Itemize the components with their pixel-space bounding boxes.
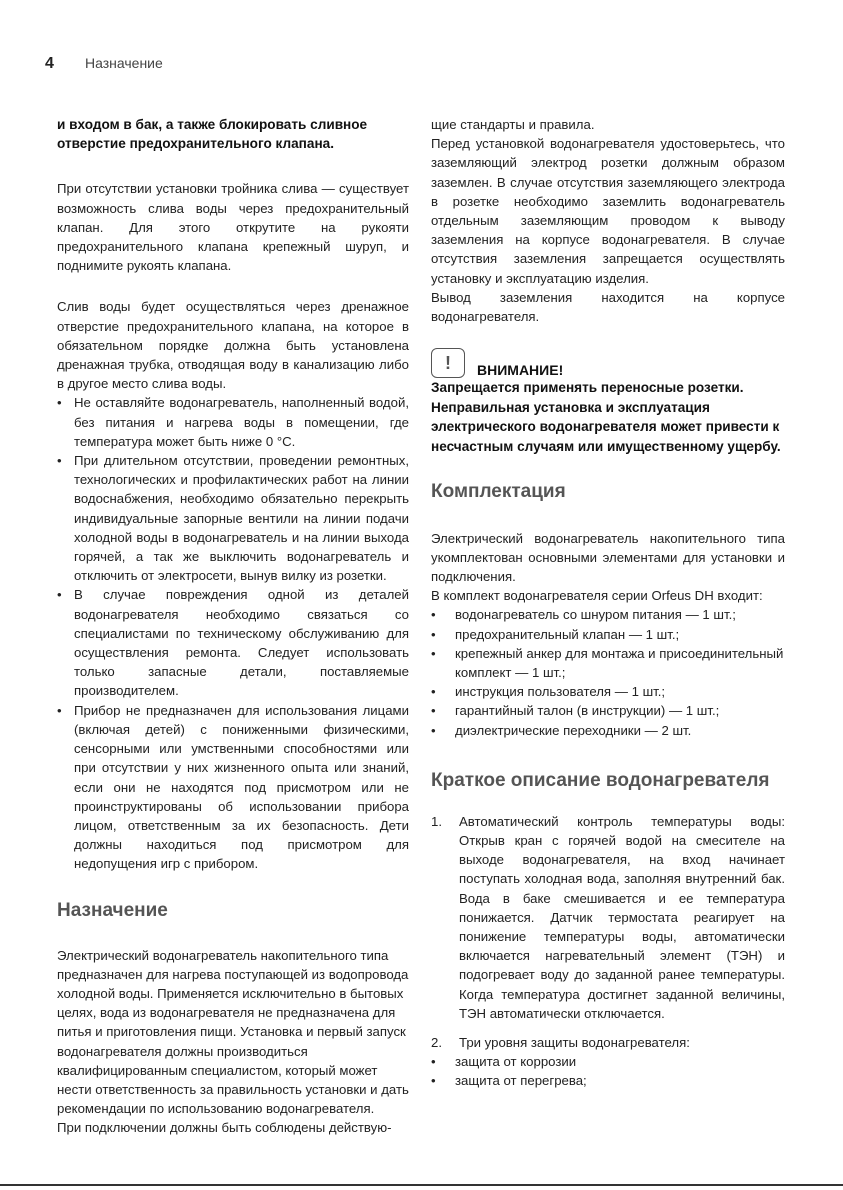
paragraph: При отсутствии установки тройника слива — существует возможность слива воды через предохранительный клапан. Для этого открутите на рукояти предохранительного клапана крепежный шуруп, и поднимите рукоять клапана.: [57, 181, 409, 274]
list-item: • Не оставляйте водонагреватель, наполненный водой, без питания и нагрева воды в помещении, где температура может быть ниже 0 °С.: [57, 395, 409, 449]
list-item: • В случае повреждения одной из деталей водонагревателя необходимо связаться со специалистами по техническому обслуживанию для осуществления ремонта. Следует использовать только запасные детали, поставляемые производителем.: [57, 587, 409, 699]
list-item: • предохранительный клапан — 1 шт.;: [431, 626, 680, 642]
paragraph: Вывод заземления находится на корпусе водонагревателя.: [431, 289, 785, 325]
warning-title: ВНИМАНИЕ!: [477, 362, 564, 379]
list-item: • крепежный анкер для монтажа и присоединительный комплект — 1 шт.;: [431, 645, 784, 681]
paragraph: В комплект водонагревателя серии Orfeus DH входит:: [431, 588, 763, 604]
list-item: 2. Три уровня защиты водонагревателя:: [431, 1035, 690, 1051]
description-list: [431, 812, 785, 1052]
list-item: • При длительном отсутствии, проведении ремонтных, технологических и профилактических работ на линии водоснабжения, необходимо обязательно перекрыть индивидуальные запорные вентили на линии подачи холодной воды в водонагреватель и на линии выхода горячей, а так же выключить водонагреватель и отключить от электросети, вынув вилку из розетки.: [57, 453, 409, 584]
paragraph: Слив воды будет осуществляться через дренажное отверстие предохранительного клапана, на которое в обязательном порядке должна быть установлена дренажная трубка, отводящая воду в канализацию либо в другое место слива воды.: [57, 299, 409, 392]
paragraph: Перед установкой водонагревателя удостоверьтесь, что заземляющий электрод розетки должным образом заземлен. В случае отсутствия заземляющего электрода в розетке необходимо заземлить водонагреватель отдельным заземляющим проводом к выводу заземления на корпусе водонагревателя. В случае отсутствия заземления запрещается осуществлять установку и эксплуатацию изделия.: [431, 136, 785, 286]
warning-text: Запрещается применять переносные розетки. Неправильная установка и эксплуатация электрического водонагревателя может привести к несчастным случаям или имущественному ущербу.: [431, 380, 781, 455]
list-item: 1. Автоматический контроль температуры воды: Открыв кран с горячей водой на смесителе на выходе водонагревателя, на вход начинает поступать холодная вода, заполняя внутренний бак. Вода в баке смешивается и ее температура понижается. Датчик термостата реагирует на понижение температуры воды, автоматически включается нагревательный элемент (ТЭН) и подогревает воду до заданной ранее температуры. Когда температура достигнет заданной величины, ТЭН автоматически отключается.: [431, 813, 785, 1021]
paragraph: щие стандарты и правила.: [431, 117, 595, 132]
page-header: [45, 55, 163, 75]
section-heading-kit: Комплектация: [431, 480, 566, 502]
list-item: • инструкция пользователя — 1 шт.;: [431, 684, 666, 700]
protection-list: [431, 1052, 785, 1090]
intro-bold-text: и входом в бак, а также блокировать сливное отверстие предохранительного клапана.: [57, 117, 368, 152]
list-item: • диэлектрические переходники — 2 шт.: [431, 722, 692, 738]
kit-list: [431, 605, 785, 739]
section-heading-description: Краткое описание водонагревателя: [431, 769, 770, 791]
section-heading-purpose: Назначение: [57, 899, 168, 921]
warning-block: [431, 348, 785, 378]
safety-list: [57, 393, 409, 873]
list-item: • защита от перегрева;: [431, 1073, 587, 1089]
paragraph: Электрический водонагреватель накопительного типа укомплектован основными элементами для установки и подключения.: [431, 530, 785, 585]
bottom-rule: [0, 1184, 843, 1186]
warning-icon: !: [431, 348, 465, 378]
list-item: • водонагреватель со шнуром питания — 1 шт.;: [431, 607, 736, 623]
list-item: • Прибор не предназначен для использования лицами (включая детей) с пониженными физическими, сенсорными или умственными способностями или при отсутствии у них жизненного опыта или знаний, если они не находятся под присмотром или не проинструктированы об использовании прибора лицом, ответственным за их безопасность. Дети должны находиться под присмотром для недопущения игр с прибором.: [57, 702, 409, 872]
paragraph: Электрический водонагреватель накопительного типа предназначен для нагрева поступающей из водопровода холодной воды. Применяется исключительно в бытовых целях, вода из водонагревателя не предназначена для питья и приготовления пищи. Установка и первый запуск водонагревателя должны производиться квалифицированным специалистом, который может нести ответственность за правильность установки и дать рекомендации по использованию водонагревателя.: [57, 947, 409, 1117]
page-number: 4: [45, 55, 54, 72]
running-title: Назначение: [85, 55, 163, 71]
paragraph: При подключении должны быть соблюдены действую-: [57, 1120, 392, 1136]
list-item: • защита от коррозии: [431, 1054, 577, 1070]
right-column: [431, 115, 785, 1091]
list-item: • гарантийный талон (в инструкции) — 1 шт.;: [431, 703, 720, 719]
left-column: [57, 115, 409, 1138]
